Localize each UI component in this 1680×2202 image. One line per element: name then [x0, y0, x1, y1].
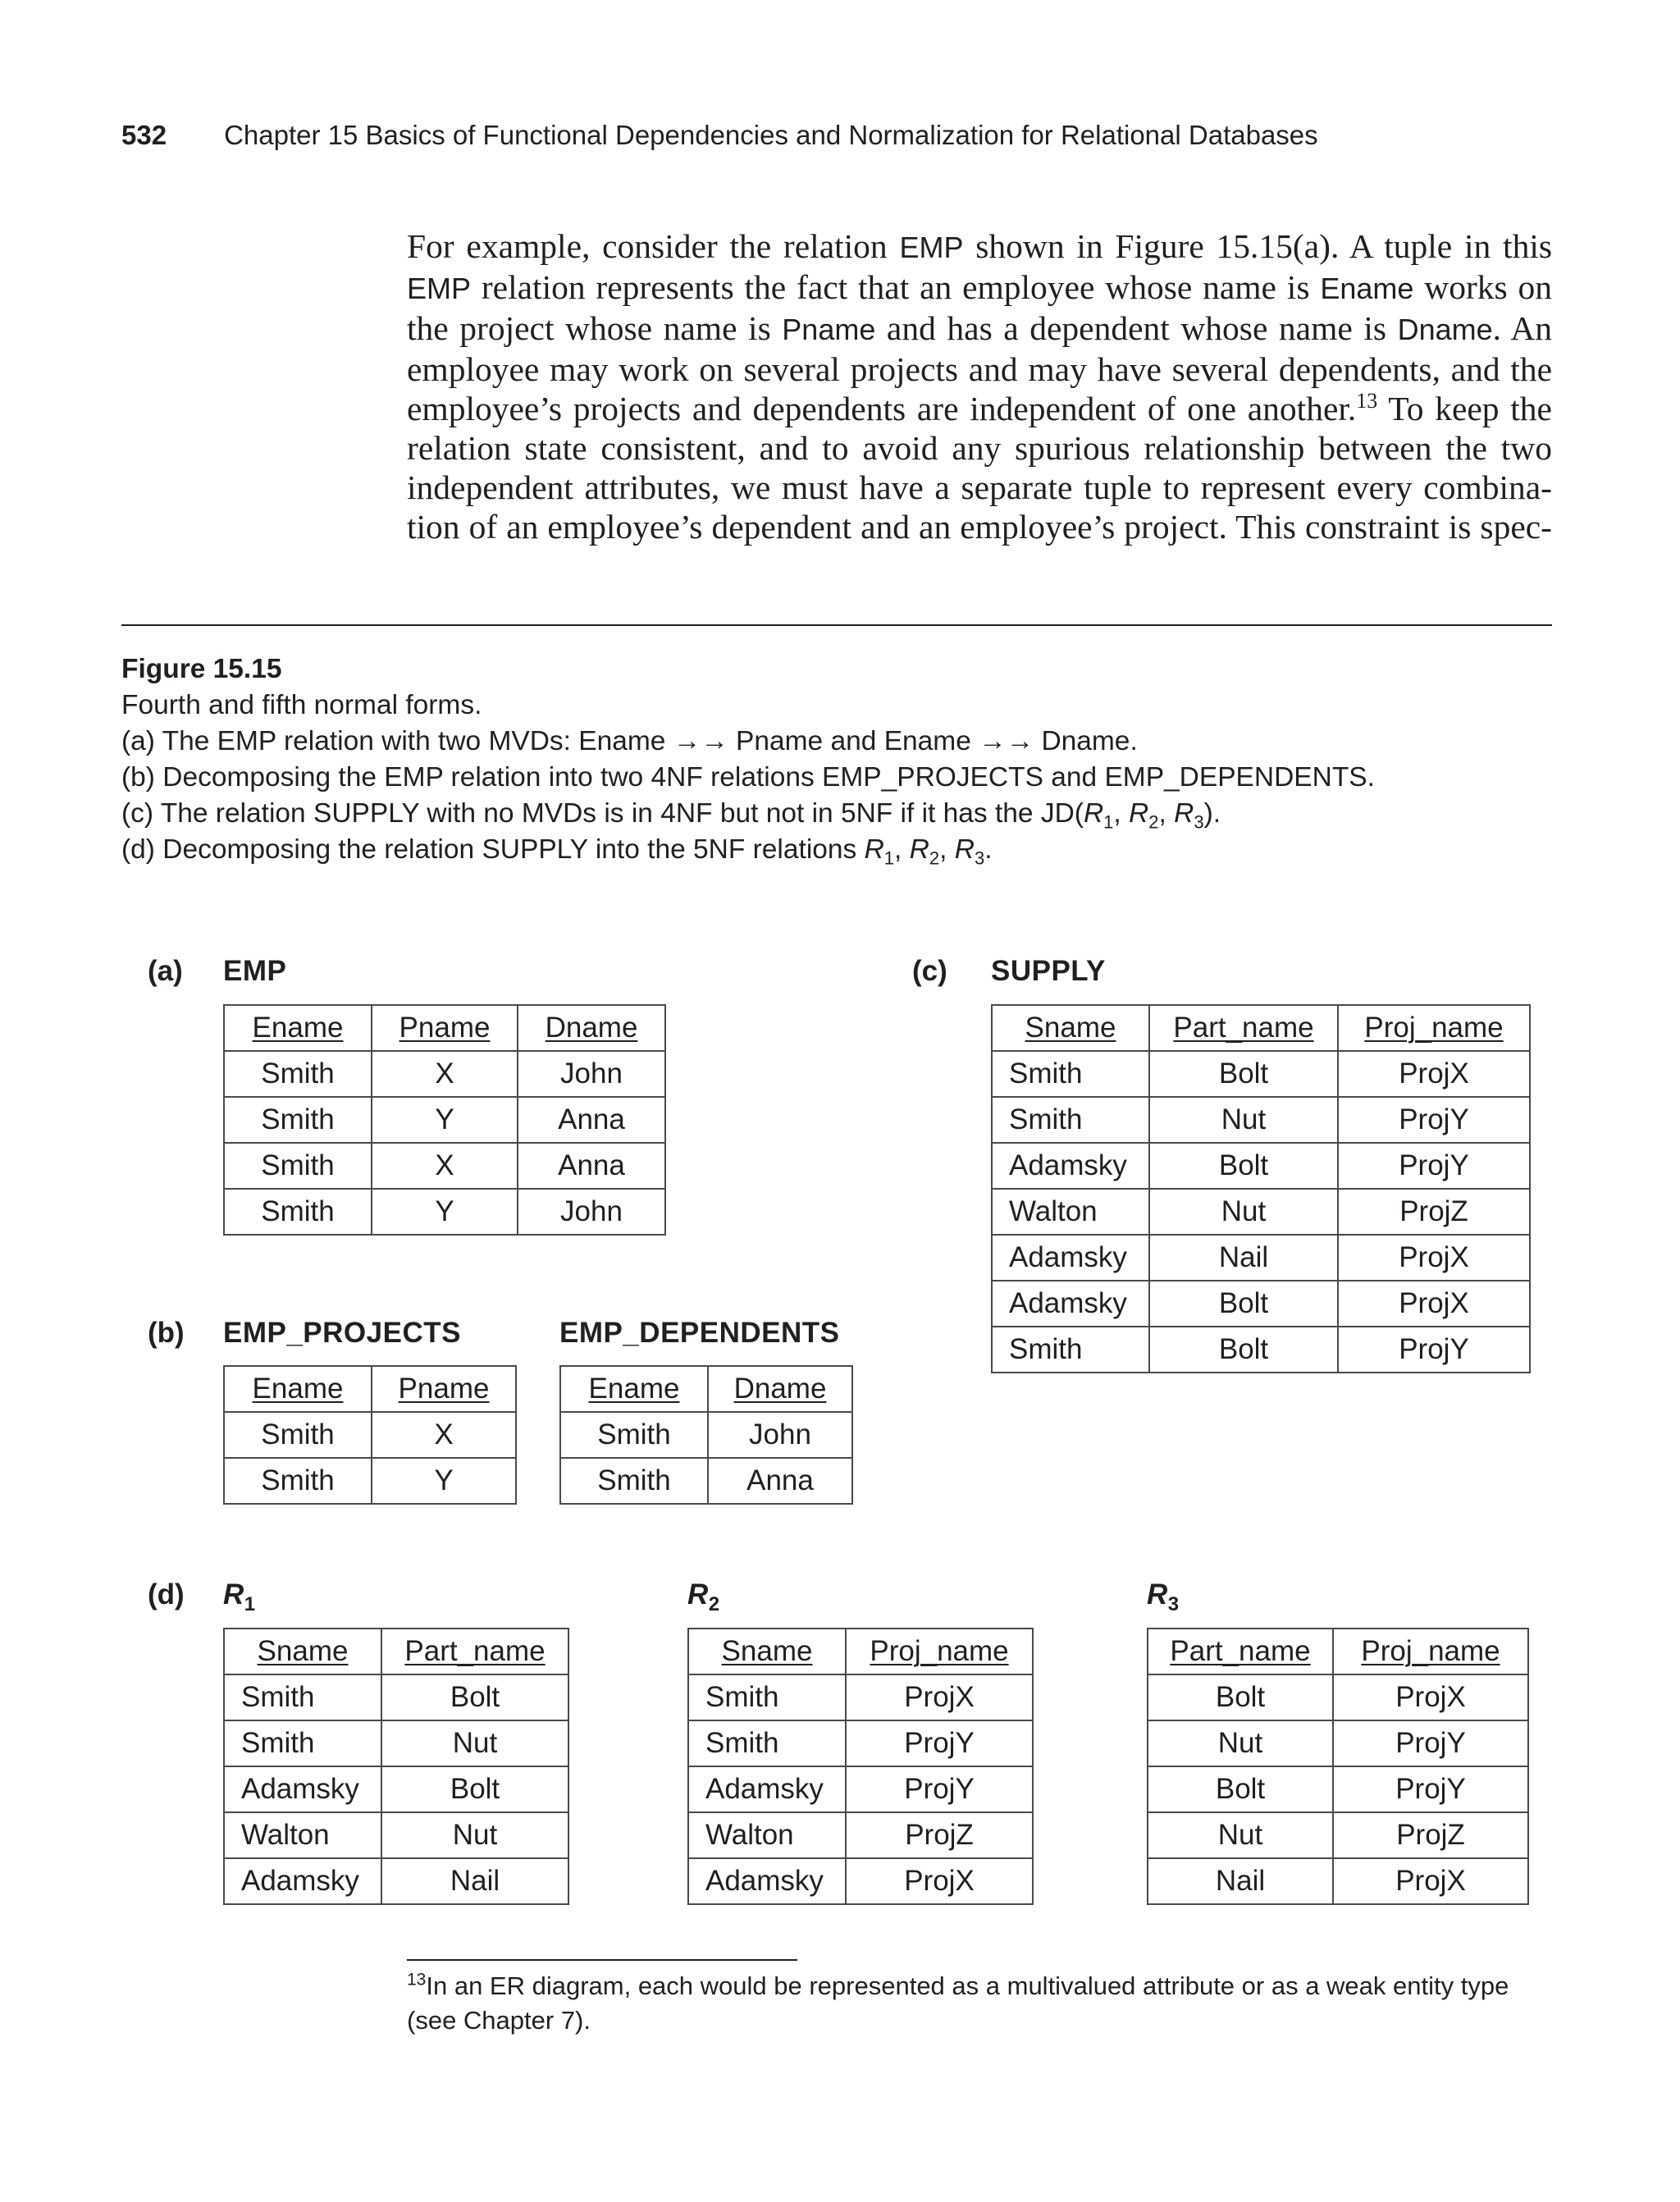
table-cell: Smith — [224, 1458, 372, 1504]
table-cell: John — [518, 1051, 665, 1097]
table-title-r1 — [223, 1578, 256, 1615]
figure-caption — [121, 651, 1375, 868]
table-cell: Smith — [224, 1051, 372, 1097]
emp-table — [223, 1004, 666, 1236]
column-header: Proj_name — [846, 1629, 1033, 1674]
supply-table — [991, 1004, 1531, 1373]
table-cell: Bolt — [1149, 1327, 1338, 1373]
running-header — [121, 120, 1318, 151]
r1-table — [223, 1628, 569, 1905]
figure-label: Figure 15.15 — [121, 654, 282, 684]
r3-table — [1147, 1628, 1529, 1905]
table-cell: Adamsky — [688, 1766, 846, 1812]
table-cell: Adamsky — [992, 1235, 1149, 1281]
body-paragraph — [407, 226, 1552, 546]
table-cell: Anna — [518, 1097, 665, 1143]
table-header-row — [688, 1629, 1033, 1674]
subscript: 1 — [1103, 811, 1114, 833]
page-number: 532 — [121, 120, 167, 150]
table-row — [688, 1858, 1033, 1904]
table-header-row — [224, 1366, 516, 1412]
panel-label-b: (b) — [148, 1317, 185, 1349]
table-title-emp: EMP — [223, 955, 287, 987]
table-row — [224, 1143, 665, 1189]
table-cell: Nut — [1148, 1720, 1333, 1766]
caption-item-a: (a) The EMP relation with two MVDs: Ename →→ Pname and Ename →→ Dname. — [121, 726, 1138, 756]
table-row — [688, 1766, 1033, 1812]
table-row — [224, 1766, 568, 1812]
table-cell: X — [372, 1051, 518, 1097]
table-cell: Nut — [1149, 1097, 1338, 1143]
column-header: Pname — [372, 1366, 516, 1412]
table-cell: Smith — [560, 1458, 708, 1504]
table-row — [992, 1143, 1530, 1189]
column-header: Sname — [224, 1629, 381, 1674]
column-header: Part_name — [381, 1629, 568, 1674]
table-cell: ProjZ — [846, 1812, 1033, 1858]
table-cell: Anna — [518, 1143, 665, 1189]
table-cell: ProjX — [846, 1858, 1033, 1904]
table-title-emp-dependents: EMP_DEPENDENTS — [559, 1317, 840, 1349]
separator: , — [939, 834, 955, 865]
panel-label-d: (d) — [148, 1578, 185, 1610]
table-row — [224, 1458, 516, 1504]
table-cell: Smith — [224, 1189, 372, 1235]
table-row — [992, 1051, 1530, 1097]
subscript: 3 — [1194, 811, 1204, 833]
table-row — [1148, 1766, 1528, 1812]
footnote-text: In an ER diagram, each would be represented as a multivalued attribute or as a weak entity type (see Chapter 7). — [407, 1971, 1509, 2035]
table-cell: Nut — [381, 1720, 568, 1766]
table-row — [688, 1812, 1033, 1858]
table-cell: Y — [372, 1189, 518, 1235]
table-row — [992, 1327, 1530, 1373]
table-title-supply: SUPPLY — [991, 955, 1106, 987]
table-cell: X — [372, 1412, 516, 1458]
table-row — [224, 1720, 568, 1766]
separator: , — [894, 834, 910, 865]
caption-item-c — [121, 796, 1375, 832]
caption-item-d — [121, 832, 1375, 868]
table-cell: Smith — [560, 1412, 708, 1458]
body-text-run: works on the project whose name is — [407, 268, 1552, 347]
table-cell: Walton — [224, 1812, 381, 1858]
table-cell: Walton — [992, 1189, 1149, 1235]
table-cell: ProjY — [1338, 1097, 1530, 1143]
table-cell: Smith — [992, 1051, 1149, 1097]
relation-symbol: R — [954, 834, 975, 865]
table-cell: Bolt — [1148, 1674, 1333, 1720]
table-cell: Smith — [224, 1143, 372, 1189]
table-cell: Nut — [1149, 1189, 1338, 1235]
table-row — [224, 1412, 516, 1458]
table-header-row — [560, 1366, 852, 1412]
table-cell: Smith — [224, 1720, 381, 1766]
column-header: Part_name — [1148, 1629, 1333, 1674]
code-term: EMP — [407, 272, 472, 305]
table-row — [992, 1281, 1530, 1327]
caption-text: . — [984, 834, 993, 865]
table-row — [1148, 1858, 1528, 1904]
table-cell: Smith — [992, 1097, 1149, 1143]
caption-text: ). — [1203, 798, 1221, 829]
table-cell: X — [372, 1143, 518, 1189]
column-header: Sname — [992, 1005, 1149, 1051]
caption-item-b: (b) Decomposing the EMP relation into two 4NF relations EMP_PROJECTS and EMP_DEPENDENTS. — [121, 762, 1375, 793]
table-cell: Smith — [224, 1097, 372, 1143]
table-row — [992, 1097, 1530, 1143]
table-cell: ProjX — [846, 1674, 1033, 1720]
column-header: Proj_name — [1333, 1629, 1528, 1674]
footnote-number: 13 — [407, 1970, 427, 1990]
table-cell: ProjY — [1338, 1327, 1530, 1373]
table-title-r2 — [687, 1578, 720, 1615]
table-row — [224, 1812, 568, 1858]
subscript: 1 — [244, 1593, 256, 1615]
figure-summary: Fourth and fifth normal forms. — [121, 690, 482, 720]
table-row — [224, 1051, 665, 1097]
panel-label-a: (a) — [148, 955, 183, 987]
table-cell: ProjY — [846, 1720, 1033, 1766]
table-cell: Bolt — [1149, 1051, 1338, 1097]
table-cell: ProjZ — [1333, 1812, 1528, 1858]
table-cell: Bolt — [381, 1674, 568, 1720]
footnote-divider — [407, 1959, 797, 1961]
table-cell: ProjX — [1338, 1235, 1530, 1281]
relation-symbol: R — [687, 1578, 709, 1610]
table-row — [560, 1412, 852, 1458]
body-text-run: . An employee may work on several projects and may have several dependents, and the employee’s projects and dependents are independent of one another. — [407, 309, 1553, 427]
r2-table — [687, 1628, 1034, 1905]
table-cell: Y — [372, 1458, 516, 1504]
emp-projects-table — [223, 1365, 517, 1505]
table-row — [1148, 1720, 1528, 1766]
table-row — [1148, 1674, 1528, 1720]
footnote-reference[interactable]: 13 — [1356, 389, 1378, 413]
section-divider — [121, 624, 1552, 626]
table-row — [560, 1458, 852, 1504]
relation-symbol: R — [864, 834, 884, 865]
table-cell: Smith — [688, 1720, 846, 1766]
table-cell: ProjZ — [1338, 1189, 1530, 1235]
column-header: Pname — [372, 1005, 518, 1051]
table-cell: Smith — [224, 1674, 381, 1720]
relation-symbol: R — [1174, 798, 1194, 829]
table-row — [992, 1235, 1530, 1281]
table-header-row — [224, 1005, 665, 1051]
table-cell: Bolt — [1149, 1281, 1338, 1327]
table-row — [224, 1858, 568, 1904]
table-cell: Walton — [688, 1812, 846, 1858]
table-cell: Nail — [1149, 1235, 1338, 1281]
table-row — [688, 1720, 1033, 1766]
table-cell: Anna — [708, 1458, 852, 1504]
subscript: 2 — [1148, 811, 1159, 833]
table-row — [992, 1189, 1530, 1235]
code-term: Ename — [1320, 272, 1414, 305]
table-cell: Adamsky — [992, 1281, 1149, 1327]
code-term: EMP — [899, 231, 964, 264]
table-header-row — [1148, 1629, 1528, 1674]
chapter-title: Chapter 15 Basics of Functional Dependencies and Normalization for Relational Databases — [224, 120, 1318, 150]
table-cell: Smith — [992, 1327, 1149, 1373]
table-row — [224, 1674, 568, 1720]
column-header: Dname — [518, 1005, 665, 1051]
table-cell: Nut — [381, 1812, 568, 1858]
relation-symbol: R — [223, 1578, 244, 1610]
table-cell: Adamsky — [992, 1143, 1149, 1189]
subscript: 2 — [708, 1593, 720, 1615]
footnote — [407, 1969, 1555, 2038]
code-term: Pname — [782, 313, 876, 346]
table-cell: Bolt — [1148, 1766, 1333, 1812]
table-cell: Bolt — [381, 1766, 568, 1812]
table-cell: Y — [372, 1097, 518, 1143]
column-header: Ename — [560, 1366, 708, 1412]
table-cell: ProjX — [1333, 1674, 1528, 1720]
table-title-emp-projects: EMP_PROJECTS — [223, 1317, 461, 1349]
body-text-run: shown in Figure 15.15(a). A tuple in this — [975, 227, 1552, 265]
table-cell: Smith — [224, 1412, 372, 1458]
table-cell: John — [518, 1189, 665, 1235]
column-header: Part_name — [1149, 1005, 1338, 1051]
table-title-r3 — [1147, 1578, 1180, 1615]
table-cell: Adamsky — [224, 1858, 381, 1904]
body-text-run: For example, consider the relation — [407, 227, 888, 265]
panel-label-c: (c) — [912, 955, 947, 987]
table-cell: ProjX — [1338, 1051, 1530, 1097]
body-text-run: relation represents the fact that an employee whose name is — [481, 268, 1310, 306]
table-cell: Adamsky — [688, 1858, 846, 1904]
table-row — [688, 1674, 1033, 1720]
column-header: Ename — [224, 1366, 372, 1412]
relation-symbol: R — [909, 834, 929, 865]
relation-symbol: R — [1147, 1578, 1168, 1610]
table-cell: Nail — [1148, 1858, 1333, 1904]
body-text-run: To keep the relation state consistent, and to avoid any spurious relationship between the two independent attributes, we must have a separate tuple to represent every combina-tion of an employee’s dependent and an employee’s project. This constraint is spec- — [407, 390, 1552, 546]
column-header: Sname — [688, 1629, 846, 1674]
subscript: 3 — [1167, 1593, 1180, 1615]
table-cell: Smith — [688, 1674, 846, 1720]
body-text-run: and has a dependent whose name is — [886, 309, 1387, 347]
caption-text: (c) The relation SUPPLY with no MVDs is in 4NF but not in 5NF if it has the JD( — [121, 798, 1084, 829]
table-row — [224, 1189, 665, 1235]
table-cell: Bolt — [1149, 1143, 1338, 1189]
table-cell: ProjX — [1338, 1281, 1530, 1327]
table-cell: John — [708, 1412, 852, 1458]
column-header: Proj_name — [1338, 1005, 1530, 1051]
table-cell: ProjY — [846, 1766, 1033, 1812]
table-header-row — [224, 1629, 568, 1674]
column-header: Ename — [224, 1005, 372, 1051]
table-row — [224, 1097, 665, 1143]
relation-symbol: R — [1129, 798, 1149, 829]
subscript: 1 — [883, 847, 895, 869]
subscript: 2 — [929, 847, 940, 869]
table-cell: Adamsky — [224, 1766, 381, 1812]
table-cell: ProjY — [1333, 1720, 1528, 1766]
table-cell: ProjY — [1338, 1143, 1530, 1189]
table-cell: ProjX — [1333, 1858, 1528, 1904]
table-header-row — [992, 1005, 1530, 1051]
subscript: 3 — [974, 847, 985, 869]
relation-symbol: R — [1083, 798, 1104, 829]
separator: , — [1158, 798, 1175, 829]
table-cell: Nut — [1148, 1812, 1333, 1858]
code-term: Dname — [1397, 313, 1493, 346]
table-row — [1148, 1812, 1528, 1858]
caption-text: (d) Decomposing the relation SUPPLY into the 5NF relations — [121, 834, 857, 865]
separator: , — [1113, 798, 1130, 829]
column-header: Dname — [708, 1366, 852, 1412]
table-cell: ProjY — [1333, 1766, 1528, 1812]
emp-dependents-table — [559, 1365, 853, 1505]
table-cell: Nail — [381, 1858, 568, 1904]
